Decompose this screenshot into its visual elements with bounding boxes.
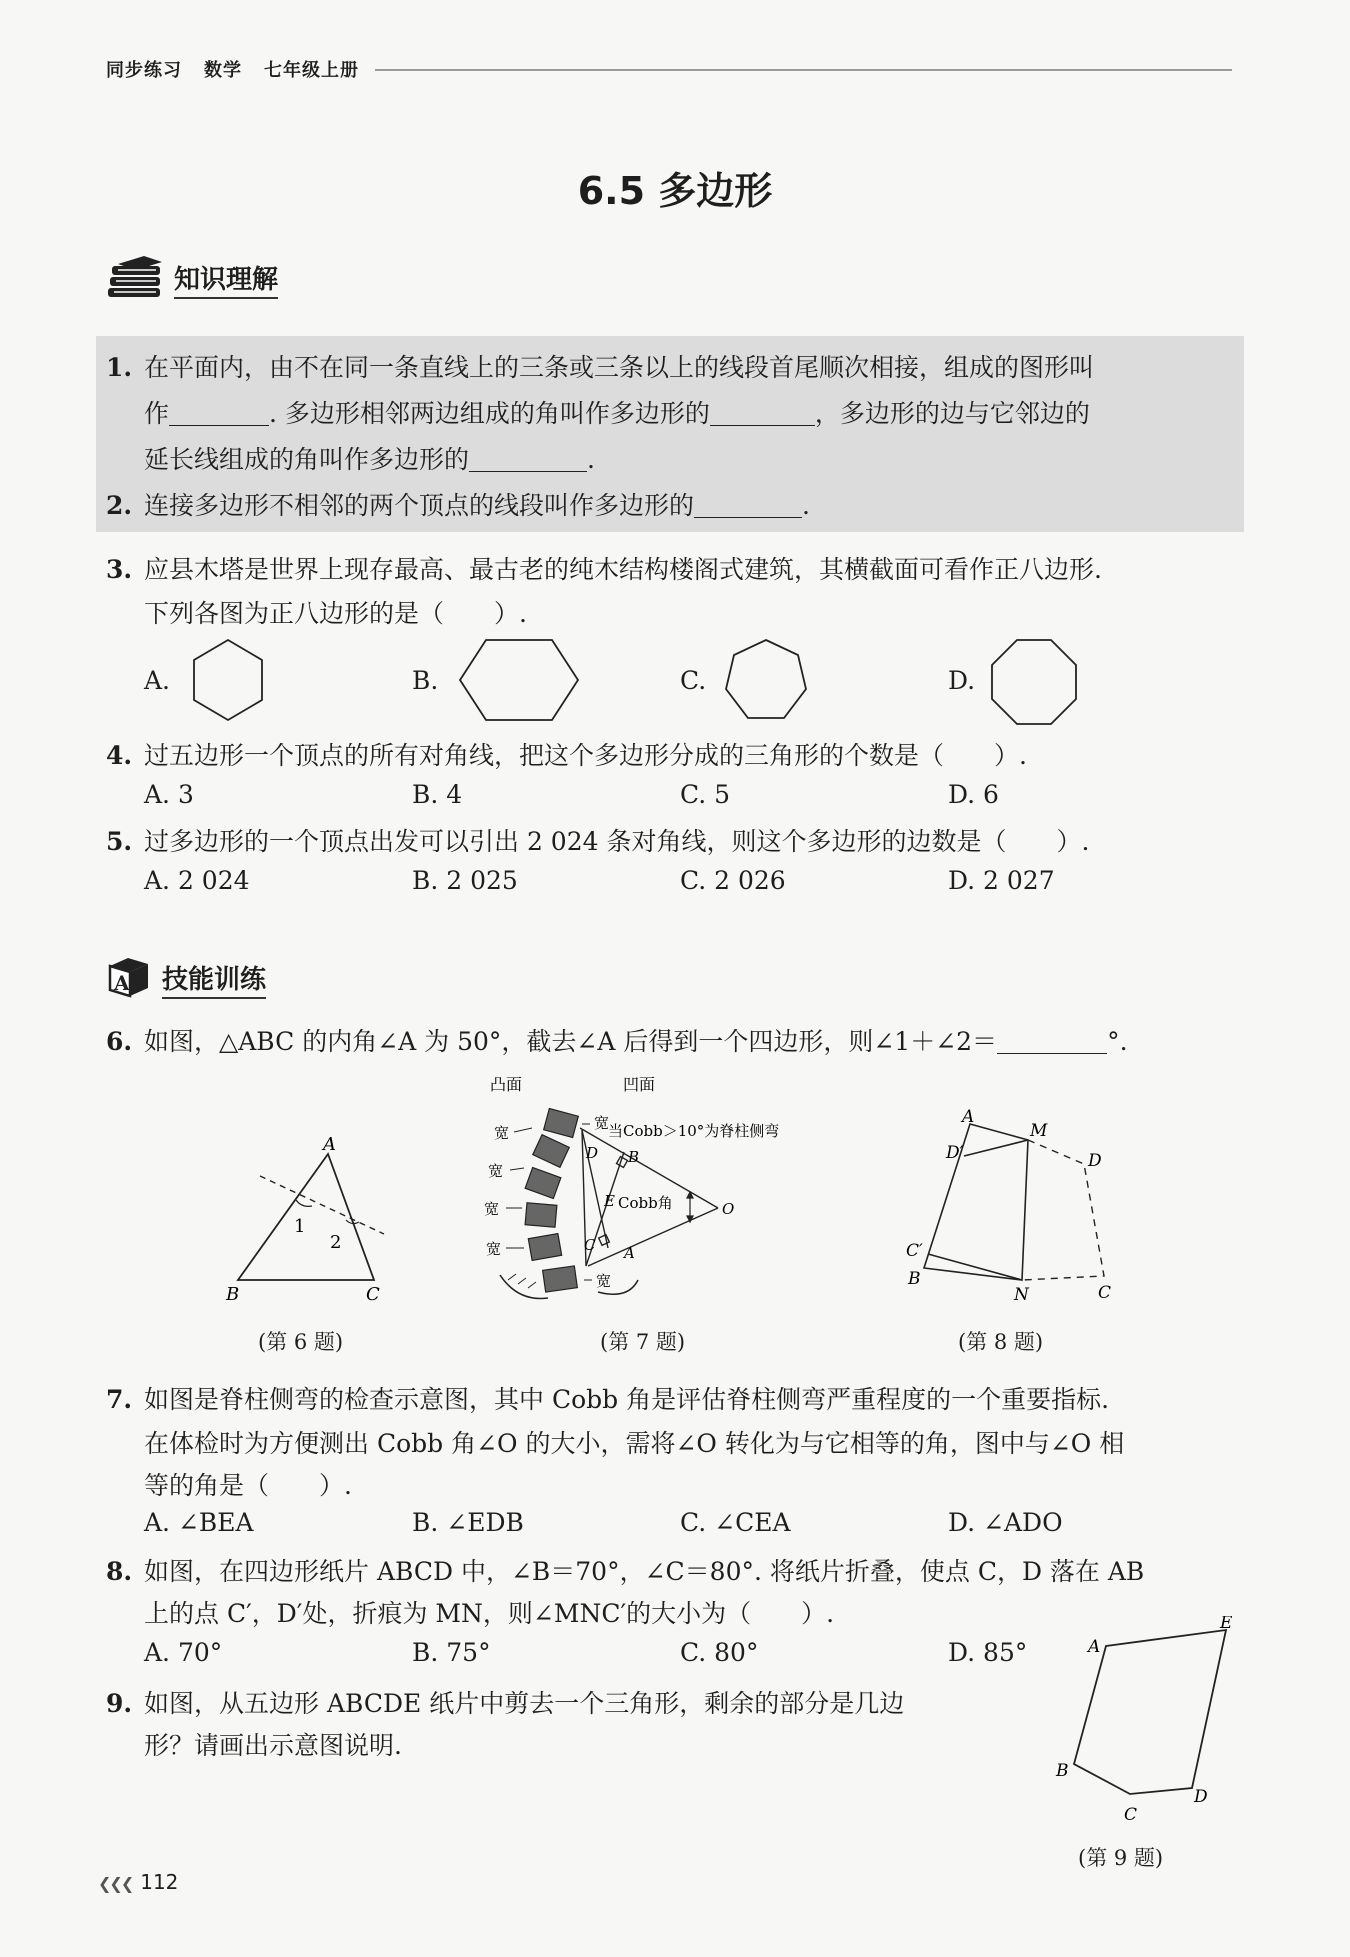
heptagon-shape — [720, 636, 812, 728]
label-c: C — [584, 1236, 596, 1254]
q9-text: 如图，从五边形 ABCDE 纸片中剪去一个三角形，剩余的部分是几边 — [144, 1689, 905, 1718]
wide-label: 宽 — [594, 1114, 610, 1132]
q1-number: 1. — [106, 353, 133, 382]
q8-number: 8. — [106, 1557, 133, 1586]
figure-7-spine — [478, 1070, 818, 1310]
vertebra — [528, 1234, 561, 1261]
answer-blank[interactable] — [694, 491, 802, 518]
label-d: D — [1194, 1787, 1208, 1807]
q3-line1 — [106, 550, 1102, 586]
q3-text: 应县木塔是世界上现存最高、最古老的纯木结构楼阁式建筑，其横截面可看作正八边形. — [144, 555, 1102, 584]
q8-option-c[interactable]: C. 80° — [680, 1638, 759, 1667]
q3-number: 3. — [106, 555, 133, 584]
q8-line2: 上的点 C′，D′处，折痕为 MN，则∠MNC′的大小为（ ）. — [144, 1599, 835, 1628]
q8-line1 — [106, 1552, 1144, 1588]
q7-text: 如图是脊柱侧弯的检查示意图，其中 Cobb 角是评估脊柱侧弯严重程度的一个重要指标. — [144, 1385, 1110, 1414]
octagon-shape — [988, 636, 1080, 728]
label-d: D — [1088, 1151, 1102, 1171]
q9-line1 — [106, 1684, 904, 1720]
label-b: B — [226, 1284, 240, 1305]
q7-line1 — [106, 1380, 1109, 1416]
label-c: C — [1124, 1805, 1138, 1825]
q4-option-b[interactable]: B. 4 — [412, 780, 463, 809]
cobb-angle-label: Cobb角 — [618, 1194, 673, 1212]
q7-option-a[interactable]: A. ∠BEA — [144, 1508, 254, 1537]
q1-text: 在平面内，由不在同一条直线上的三条或三条以上的线段首尾顺次相接，组成的图形叫 — [144, 353, 1095, 382]
label-b: B — [908, 1269, 921, 1289]
vertebra — [543, 1266, 578, 1292]
q5-number: 5. — [106, 827, 133, 856]
page-number: 112 — [140, 1870, 179, 1894]
q8-option-d[interactable]: D. 85° — [948, 1638, 1028, 1667]
vertebra — [525, 1168, 561, 1199]
q1-text-b: . 多边形相邻两边组成的角叫作多边形的 — [269, 399, 710, 428]
wide-label: 宽 — [484, 1200, 500, 1218]
label-b: B — [1056, 1761, 1069, 1781]
q1-text-e: . — [587, 445, 595, 474]
wide-hexagon-shape — [454, 636, 584, 724]
q2-number: 2. — [106, 491, 133, 520]
answer-blank[interactable] — [169, 399, 269, 426]
angle-1-label: 1 — [294, 1216, 306, 1237]
label-c: C — [366, 1284, 380, 1305]
q5-text: 过多边形的一个顶点出发可以引出 2 024 条对角线，则这个多边形的边数是（ ）. — [144, 827, 1090, 856]
q1-text-d: 延长线组成的角叫作多边形的 — [144, 445, 470, 474]
label-a: A — [962, 1107, 975, 1127]
q6-line — [106, 1022, 1128, 1058]
q8-option-a[interactable]: A. 70° — [144, 1638, 223, 1667]
q1-line2 — [144, 394, 1090, 430]
section-label: 知识理解 — [174, 265, 278, 299]
section-skills — [104, 952, 266, 1000]
q7-line2: 在体检时为方便测出 Cobb 角∠O 的大小，需将∠O 转化为与它相等的角，图中与∠O 相 — [144, 1429, 1125, 1458]
q3-option-b[interactable]: B. — [412, 666, 439, 695]
q1-text-c: ，多边形的边与它邻边的 — [814, 399, 1090, 428]
wide-label: 宽 — [488, 1162, 504, 1180]
answer-blank[interactable] — [469, 445, 587, 472]
svg-text:A: A — [114, 971, 130, 995]
label-b: B — [628, 1148, 640, 1166]
angle-2-label: 2 — [330, 1232, 342, 1253]
q9-number: 9. — [106, 1689, 133, 1718]
label-c-prime: C′ — [906, 1241, 923, 1261]
label-e: E — [604, 1192, 615, 1210]
q2-text-end: . — [802, 491, 810, 520]
label-m: M — [1030, 1121, 1048, 1141]
figure-8-fold — [904, 1104, 1124, 1314]
figure-9-caption: (第 9 题) — [1078, 1846, 1164, 1870]
label-c: C — [1098, 1283, 1112, 1303]
q6-number: 6. — [106, 1027, 133, 1056]
q7-option-b[interactable]: B. ∠EDB — [412, 1508, 524, 1537]
chevron-left-icon: ❮❮❮ — [98, 1874, 133, 1893]
section-knowledge — [104, 254, 278, 302]
label-e: E — [1220, 1616, 1233, 1633]
book-title: 同步练习 — [106, 60, 182, 81]
q4-option-d[interactable]: D. 6 — [948, 780, 999, 809]
books-icon — [104, 254, 166, 302]
header-rule — [375, 69, 1232, 71]
q4-line — [106, 736, 1027, 772]
q3-option-c[interactable]: C. — [680, 666, 707, 695]
label-n: N — [1014, 1285, 1029, 1305]
label-a: A — [323, 1134, 336, 1155]
hexagon-shape — [188, 636, 268, 724]
q4-option-c[interactable]: C. 5 — [680, 780, 731, 809]
label-a: A — [1088, 1637, 1101, 1657]
q8-option-b[interactable]: B. 75° — [412, 1638, 491, 1667]
label-d: D — [586, 1144, 599, 1162]
wide-label: 宽 — [596, 1272, 612, 1290]
q1-line3 — [144, 440, 595, 476]
q6-text-end: °. — [1107, 1027, 1128, 1056]
cube-a-icon — [104, 952, 152, 1000]
q1-line1 — [106, 348, 1094, 384]
q5-option-a[interactable]: A. 2 024 — [144, 866, 250, 895]
q4-number: 4. — [106, 741, 133, 770]
q5-option-b[interactable]: B. 2 025 — [412, 866, 518, 895]
q7-option-c[interactable]: C. ∠CEA — [680, 1508, 791, 1537]
grade: 七年级上册 — [264, 60, 359, 81]
vertebra — [525, 1203, 557, 1228]
q5-option-c[interactable]: C. 2 026 — [680, 866, 786, 895]
label-d-prime: D′ — [946, 1143, 964, 1163]
q3-line2: 下列各图为正八边形的是（ ）. — [144, 599, 527, 628]
answer-blank[interactable] — [997, 1027, 1107, 1054]
q5-option-d[interactable]: D. 2 027 — [948, 866, 1055, 895]
vertebra — [533, 1135, 569, 1168]
page-footer — [98, 1870, 178, 1894]
figure-8-caption: (第 8 题) — [958, 1330, 1044, 1354]
figure-9-pentagon — [1044, 1616, 1244, 1836]
figure-6-triangle — [220, 1120, 410, 1310]
q1-text-a: 作 — [144, 399, 170, 428]
q6-text: 如图，△ABC 的内角∠A 为 50°，截去∠A 后得到一个四边形，则∠1＋∠2＝ — [144, 1027, 998, 1056]
wide-label: 宽 — [494, 1124, 510, 1142]
q2-text: 连接多边形不相邻的两个顶点的线段叫作多边形的 — [144, 491, 695, 520]
q2-line — [106, 486, 810, 522]
concave-label: 凹面 — [623, 1075, 656, 1094]
q4-text: 过五边形一个顶点的所有对角线，把这个多边形分成的三角形的个数是（ ）. — [144, 741, 1027, 770]
figure-7-caption: (第 7 题) — [600, 1330, 686, 1354]
q9-line2: 形？请画出示意图说明. — [144, 1731, 402, 1760]
q3-option-a[interactable]: A. — [144, 666, 171, 695]
label-o: O — [722, 1200, 735, 1218]
label-a: A — [624, 1244, 635, 1262]
cobb-note: 当Cobb＞10°为脊柱侧弯 — [608, 1122, 780, 1140]
answer-blank[interactable] — [710, 399, 815, 426]
figure-6-caption: (第 6 题) — [258, 1330, 344, 1354]
section-label: 技能训练 — [162, 965, 266, 999]
q7-number: 7. — [106, 1385, 133, 1414]
convex-label: 凸面 — [490, 1075, 523, 1094]
q5-line — [106, 822, 1089, 858]
subject: 数学 — [204, 60, 242, 81]
q4-option-a[interactable]: A. 3 — [144, 780, 194, 809]
q8-text: 如图，在四边形纸片 ABCD 中，∠B＝70°，∠C＝80°. 将纸片折叠，使点 C，D 落在 AB — [144, 1557, 1145, 1586]
wide-label: 宽 — [486, 1240, 502, 1258]
page-title: 6.5 多边形 — [577, 169, 773, 213]
q7-option-d[interactable]: D. ∠ADO — [948, 1508, 1063, 1537]
running-header — [106, 56, 381, 82]
vertebra — [544, 1108, 579, 1137]
q7-line3: 等的角是（ ）. — [144, 1471, 352, 1500]
q3-option-d[interactable]: D. — [948, 666, 976, 695]
